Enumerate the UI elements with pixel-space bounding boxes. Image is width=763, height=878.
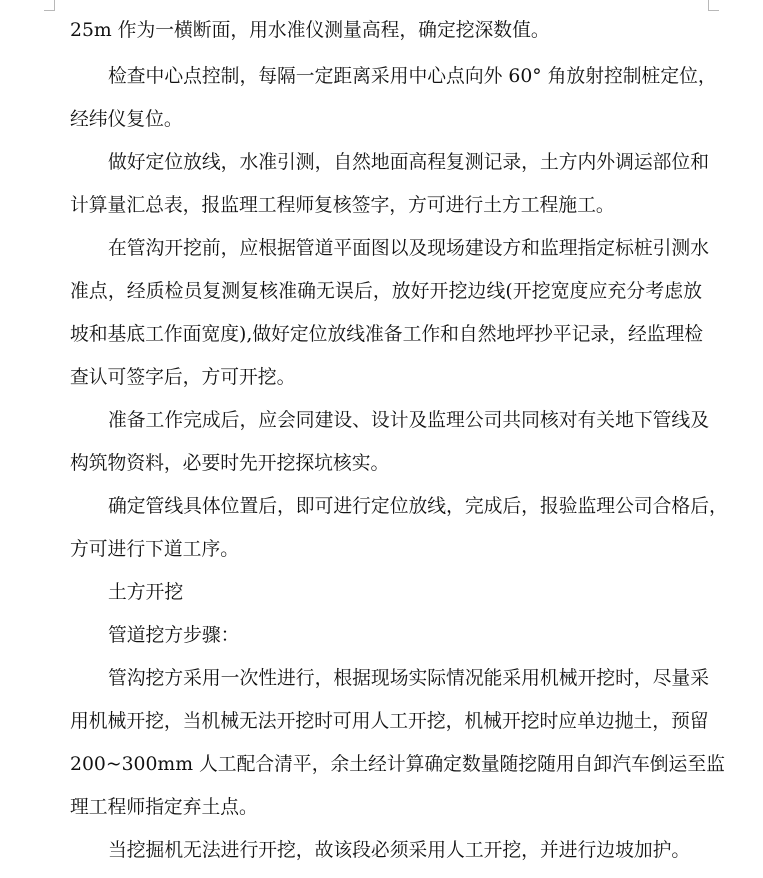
text-line: 准点，经质检员复测复核准确无误后，放好开挖边线(开挖宽度应充分考虑放 xyxy=(70,281,702,302)
text-line: 方可进行下道工序。 xyxy=(70,539,240,560)
text-line: 检查中心点控制，每隔一定距离采用中心点向外 60° 角放射控制桩定位， xyxy=(108,66,717,87)
subsection-heading: 管道挖方步骤： xyxy=(108,625,240,646)
text-line: 管沟挖方采用一次性进行，根据现场实际情况能采用机械开挖时，尽量采 xyxy=(108,668,709,689)
text-line: 坡和基底工作面宽度),做好定位放线准备工作和自然地坪抄平记录，经监理检 xyxy=(70,324,704,345)
text-line: 200~300mm 人工配合清平，余土经计算确定数量随挖随用自卸汽车倒运至监 xyxy=(70,754,725,775)
text-line: 25m 作为一横断面，用水准仪测量高程，确定挖深数值。 xyxy=(70,20,550,41)
text-line: 查认可签字后，方可开挖。 xyxy=(70,367,296,388)
text-line: 计算量汇总表，报监理工程师复核签字，方可进行土方工程施工。 xyxy=(70,195,615,216)
text-line: 理工程师指定弃土点。 xyxy=(70,797,258,818)
text-line: 在管沟开挖前，应根据管道平面图以及现场建设方和监理指定标桩引测水 xyxy=(108,238,709,259)
text-line: 用机械开挖，当机械无法开挖时可用人工开挖，机械开挖时应单边抛土，预留 xyxy=(70,711,709,732)
margin-corner-mark-right xyxy=(708,0,719,11)
margin-corner-mark-left xyxy=(44,0,55,11)
text-line: 确定管线具体位置后，即可进行定位放线，完成后，报验监理公司合格后， xyxy=(108,496,728,517)
section-heading: 土方开挖 xyxy=(108,582,184,603)
text-line: 当挖掘机无法进行开挖，故该段必须采用人工开挖，并进行边坡加护。 xyxy=(108,840,691,861)
text-line: 经纬仪复位。 xyxy=(70,109,183,130)
text-line: 做好定位放线，水准引测，自然地面高程复测记录，土方内外调运部位和 xyxy=(108,152,709,173)
text-line: 准备工作完成后，应会同建设、设计及监理公司共同核对有关地下管线及 xyxy=(108,410,709,431)
text-line: 构筑物资料，必要时先开挖探坑核实。 xyxy=(70,453,390,474)
